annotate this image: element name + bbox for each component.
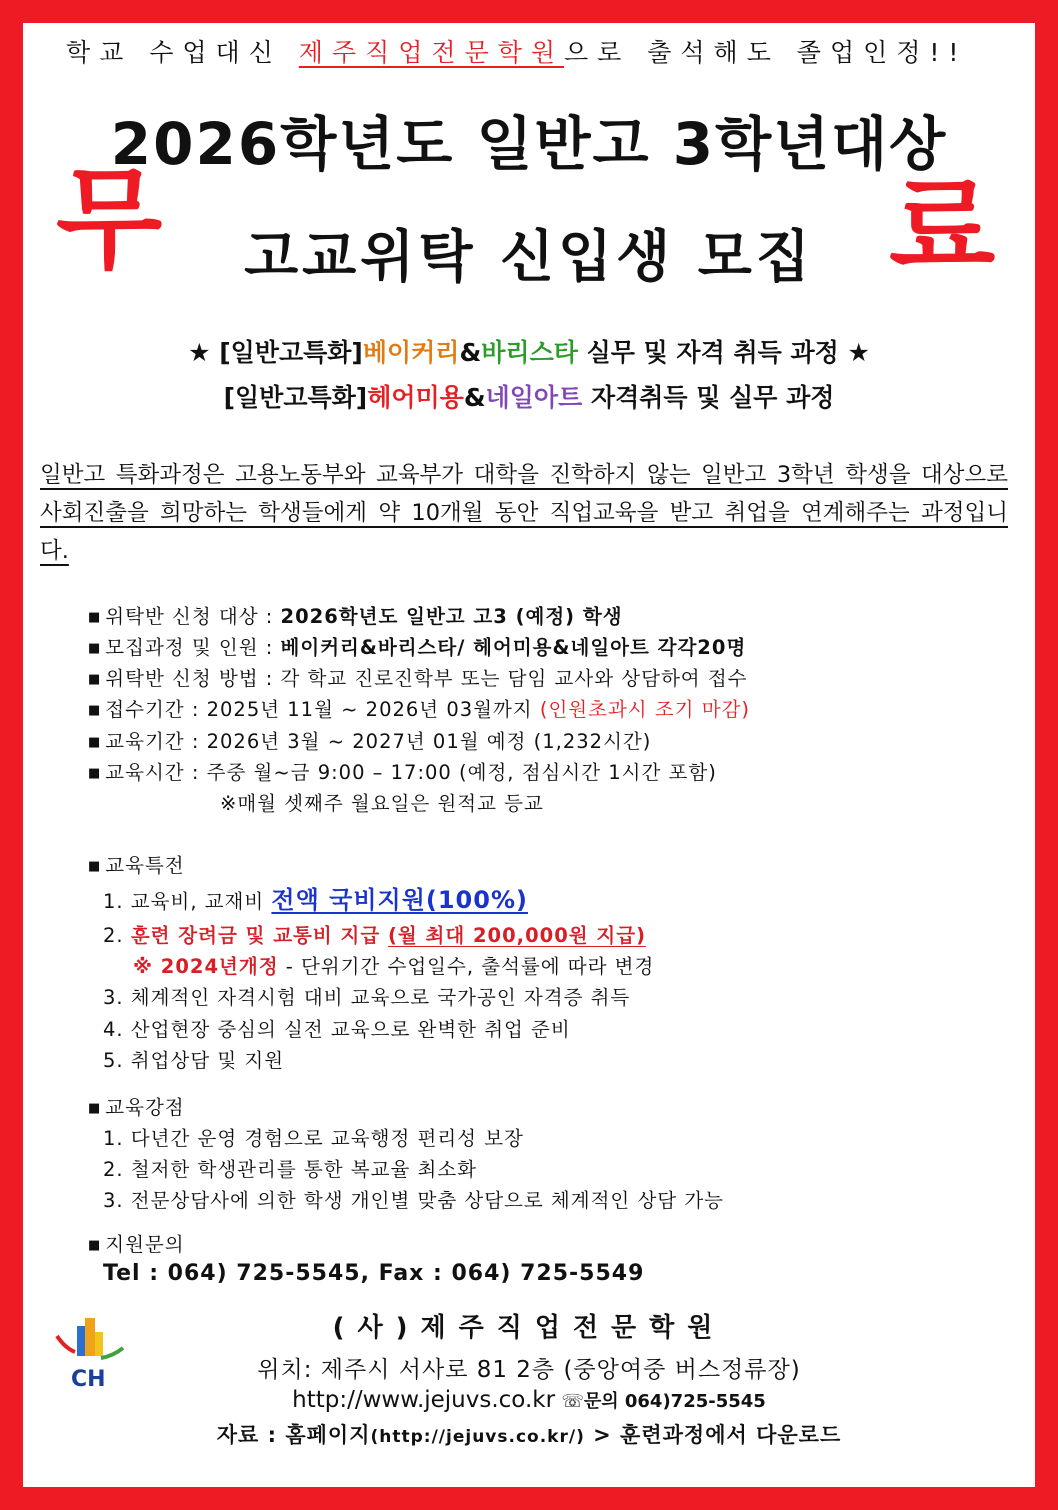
- info-edu-time-text: 교육시간 : 주중 월~금 9:00 – 17:00 (예정, 점심시간 1시간 포함): [105, 761, 717, 784]
- benefit-2-bold: 훈련 장려금 및 교통비 지급: [130, 924, 388, 947]
- contact-title: [88, 1229, 185, 1257]
- org-address: 위치: 제주시 서사로 81 2층 (중앙여중 버스정류장): [257, 1357, 801, 1383]
- website-link[interactable]: http://www.jejuvs.co.kr: [292, 1387, 556, 1413]
- benefit-item-2: [103, 920, 646, 948]
- logo-text: CH: [71, 1367, 106, 1392]
- info-edu-time: [88, 757, 717, 785]
- benefit-2-note-rest: - 단위기간 수업일수, 출석률에 따라 변경: [278, 955, 655, 978]
- course1-tag: [일반고특화]: [219, 338, 363, 367]
- free-left-char: 무: [56, 156, 163, 284]
- strength-item-3: 3. 전문상담사에 의한 학생 개인별 맞춤 상담으로 체계적인 상담 가능: [103, 1189, 724, 1212]
- info-edu-period: [88, 726, 651, 754]
- headline: 2026학년도 일반고 3학년대상: [110, 110, 948, 178]
- phone-inquiry: ☏문의 064)725-5545: [555, 1391, 766, 1412]
- benefit-item-1: [103, 880, 528, 915]
- course2-rest: 자격취득 및 실무 과정: [582, 383, 835, 412]
- info-target-value: 2026학년도 일반고 고3 (예정) 학생: [280, 605, 623, 628]
- subheading: 고교위탁 신입생 모집: [244, 225, 814, 290]
- strengths-title-text: 교육강점: [105, 1096, 185, 1119]
- bullet-icon: ■: [88, 766, 102, 781]
- strengths-title: [88, 1092, 185, 1120]
- bullet-icon: ■: [88, 1101, 102, 1116]
- info-period-text: 접수기간 : 2025년 11월 ~ 2026년 03월까지: [105, 698, 540, 721]
- star-left-icon: ★: [188, 338, 220, 367]
- info-courses-label: 모집과정 및 인원 :: [105, 636, 281, 659]
- benefit-2-note-bold: ※ 2024년개정: [133, 955, 279, 978]
- top-school-name: 제주직업전문학원: [298, 38, 564, 67]
- org-name: (사)제주직업전문학원: [332, 1313, 726, 1343]
- info-courses: [88, 632, 746, 660]
- intro-paragraph: 일반고 특화과정은 고용노동부와 교육부가 대학을 진학하지 않는 일반고 3학년 학생을 대상으로 사회진출을 희망하는 학생들에게 약 10개월 동안 직업교육을 받고 취업을 연계해주는 과정입니다.: [40, 462, 1008, 564]
- benefit-1-highlight: 전액 국비지원(100%): [271, 886, 528, 914]
- course-bakery: 베이커리: [362, 338, 460, 367]
- strength-item-2: 2. 철저한 학생관리를 통한 복교율 최소화: [103, 1158, 477, 1181]
- course-barista: 바리스타: [481, 338, 578, 367]
- contact-phone-fax: Tel : 064) 725-5545, Fax : 064) 725-5549: [103, 1261, 645, 1286]
- benefit-1-prefix: 1. 교육비, 교재비: [103, 890, 272, 913]
- benefit-item-3: 3. 체계적인 자격시험 대비 교육으로 국가공인 자격증 취득: [103, 986, 631, 1009]
- top-prefix: 학교 수업대신: [66, 38, 299, 67]
- bullet-icon: ■: [88, 859, 102, 874]
- download-line: [23, 1419, 1035, 1449]
- course1-amp: &: [459, 338, 482, 367]
- course2-amp: &: [463, 383, 486, 412]
- course2-tag: [일반고특화]: [223, 383, 368, 412]
- benefit-2-amount: (월 최대 200,000원 지급): [387, 924, 646, 947]
- download-prefix: 자료 : 홈페이지: [216, 1423, 371, 1447]
- download-url-link[interactable]: (http://jejuvs.co.kr/): [370, 1427, 585, 1447]
- strength-item-1: 1. 다년간 운영 경험으로 교육행정 편리성 보장: [103, 1127, 524, 1150]
- bullet-icon: ■: [88, 1238, 102, 1253]
- info-courses-value: 베이커리&바리스타/ 헤어미용&네일아트 각각20명: [280, 636, 747, 659]
- info-period-note: (인원초과시 조기 마감): [539, 698, 750, 721]
- bullet-icon: ■: [88, 610, 102, 625]
- info-edu-period-text: 교육기간 : 2026년 3월 ~ 2027년 01월 예정 (1,232시간): [105, 730, 652, 753]
- info-edu-note: ※매월 셋째주 월요일은 원적교 등교: [220, 792, 544, 815]
- top-suffix: 으로 출석해도 졸업인정!!: [564, 38, 968, 67]
- bullet-icon: ■: [88, 735, 102, 750]
- bullet-icon: ■: [88, 641, 102, 656]
- info-target-label: 위탁반 신청 대상 :: [105, 605, 281, 628]
- org-web-line: [23, 1387, 1035, 1413]
- benefit-item-4: 4. 산업현장 중심의 실전 교육으로 완벽한 취업 준비: [103, 1018, 571, 1041]
- info-method-text: 위탁반 신청 방법 : 각 학교 진로진학부 또는 담임 교사와 상담하여 접수: [105, 667, 748, 690]
- bullet-icon: ■: [88, 703, 102, 718]
- contact-title-text: 지원문의: [105, 1233, 185, 1256]
- flyer: [23, 23, 1035, 1487]
- info-method: [88, 663, 748, 691]
- benefits-title: [88, 850, 185, 878]
- course1-rest: 실무 및 자격 취득 과정: [577, 338, 848, 367]
- top-banner-line: [66, 33, 967, 69]
- benefit-2-prefix: 2.: [103, 924, 131, 947]
- download-suffix: > 훈련과정에서 다운로드: [584, 1423, 842, 1447]
- course-hair: 헤어미용: [367, 383, 464, 412]
- free-right-char: 료: [889, 164, 996, 292]
- benefit-item-2-note: [133, 951, 654, 979]
- info-period: [88, 694, 750, 722]
- course-line-hair: [23, 378, 1035, 414]
- benefit-item-5: 5. 취업상담 및 지원: [103, 1049, 285, 1072]
- course-line-bakery: [23, 333, 1035, 369]
- bullet-icon: ■: [88, 672, 102, 687]
- benefits-title-text: 교육특전: [105, 854, 185, 877]
- course-nail: 네일아트: [485, 383, 583, 412]
- info-target: [88, 601, 623, 629]
- star-right-icon: ★: [847, 338, 870, 367]
